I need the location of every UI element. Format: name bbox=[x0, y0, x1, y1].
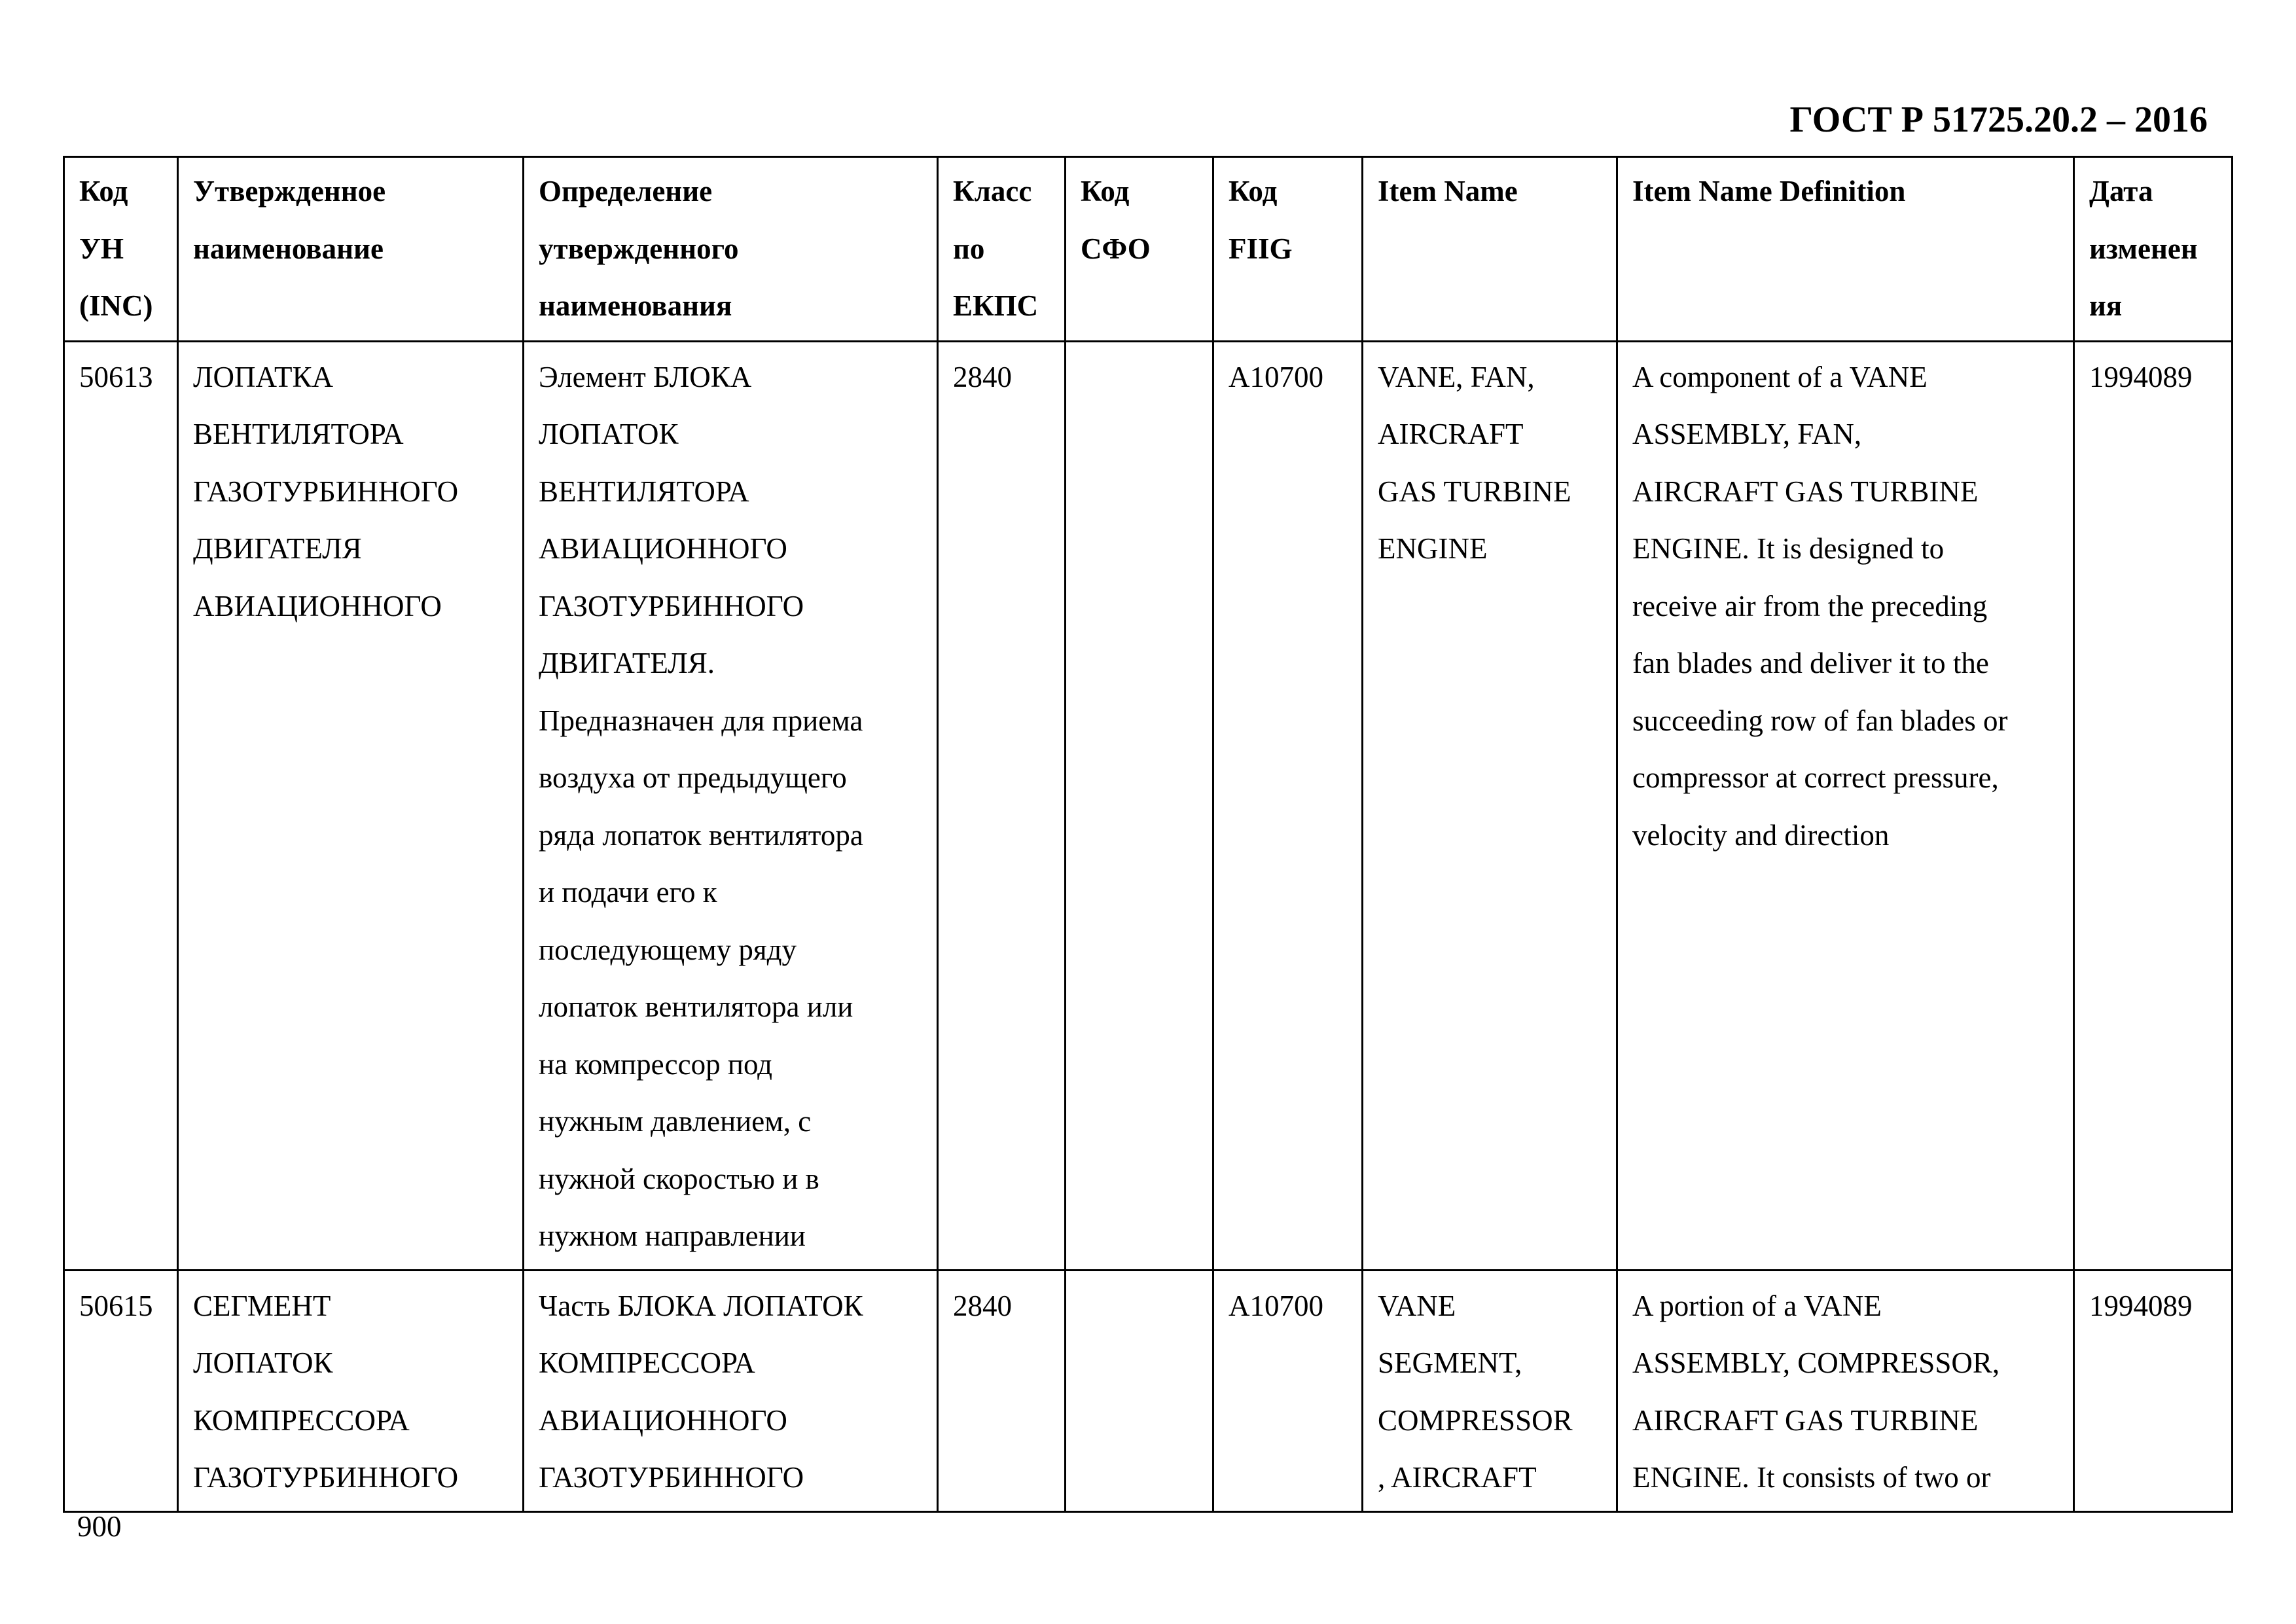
cell-item-name: VANE SEGMENT, COMPRESSOR , AIRCRAFT bbox=[1363, 1270, 1617, 1511]
page-number: 900 bbox=[77, 1510, 122, 1543]
header-inc-code: Код УН (INC) bbox=[64, 157, 178, 342]
cell-inc-code: 50613 bbox=[64, 341, 178, 1270]
table-row bbox=[64, 341, 2233, 1270]
header-fiig-code: Код FIIG bbox=[1213, 157, 1363, 342]
cell-approved-name: ЛОПАТКА ВЕНТИЛЯТОРА ГАЗОТУРБИННОГО ДВИГАТЕЛЯ АВИАЦИОННОГО bbox=[178, 341, 524, 1270]
cell-definition: Часть БЛОКА ЛОПАТОК КОМПРЕССОРА АВИАЦИОННОГО ГАЗОТУРБИННОГО bbox=[524, 1270, 938, 1511]
cell-class: 2840 bbox=[938, 1270, 1066, 1511]
cell-class: 2840 bbox=[938, 341, 1066, 1270]
cell-change-date: 1994089 bbox=[2074, 1270, 2233, 1511]
header-approved-name: Утвержденное наименование bbox=[178, 157, 524, 342]
cell-change-date: 1994089 bbox=[2074, 341, 2233, 1270]
header-sfo-code: Код СФО bbox=[1066, 157, 1213, 342]
cell-inc-code: 50615 bbox=[64, 1270, 178, 1511]
cell-item-name: VANE, FAN, AIRCRAFT GAS TURBINE ENGINE bbox=[1363, 341, 1617, 1270]
catalog-table bbox=[63, 156, 2233, 1513]
cell-approved-name: СЕГМЕНТ ЛОПАТОК КОМПРЕССОРА ГАЗОТУРБИННОГО bbox=[178, 1270, 524, 1511]
cell-fiig-code: A10700 bbox=[1213, 1270, 1363, 1511]
cell-item-name-definition: A portion of a VANE ASSEMBLY, COMPRESSOR, AIRCRAFT GAS TURBINE ENGINE. It consists of two or bbox=[1617, 1270, 2074, 1511]
cell-definition: Элемент БЛОКА ЛОПАТОК ВЕНТИЛЯТОРА АВИАЦИОННОГО ГАЗОТУРБИННОГО ДВИГАТЕЛЯ. Предназначен для приема воздуха от предыдущего ряда лопаток вентилятора и подачи его к последующему ряду лопаток вентилятора или на компрессор под нужным давлением, с нужной скоростью и в нужном направлении bbox=[524, 341, 938, 1270]
header-ekps-class: Класс по ЕКПС bbox=[938, 157, 1066, 342]
cell-sfo-code bbox=[1066, 1270, 1213, 1511]
header-approved-name-definition: Определение утвержденного наименования bbox=[524, 157, 938, 342]
table-row bbox=[64, 1270, 2233, 1511]
cell-item-name-definition: A component of a VANE ASSEMBLY, FAN, AIRCRAFT GAS TURBINE ENGINE. It is designed to receive air from the preceding fan blades and deliver it to the succeeding row of fan blades or compressor at correct pressure, velocity and direction bbox=[1617, 341, 2074, 1270]
document-title: ГОСТ Р 51725.20.2 – 2016 bbox=[1789, 99, 2208, 140]
table-header-row bbox=[64, 157, 2233, 342]
cell-sfo-code bbox=[1066, 341, 1213, 1270]
header-item-name: Item Name bbox=[1363, 157, 1617, 342]
header-item-name-definition: Item Name Definition bbox=[1617, 157, 2074, 342]
cell-fiig-code: A10700 bbox=[1213, 341, 1363, 1270]
header-change-date: Дата изменен ия bbox=[2074, 157, 2233, 342]
